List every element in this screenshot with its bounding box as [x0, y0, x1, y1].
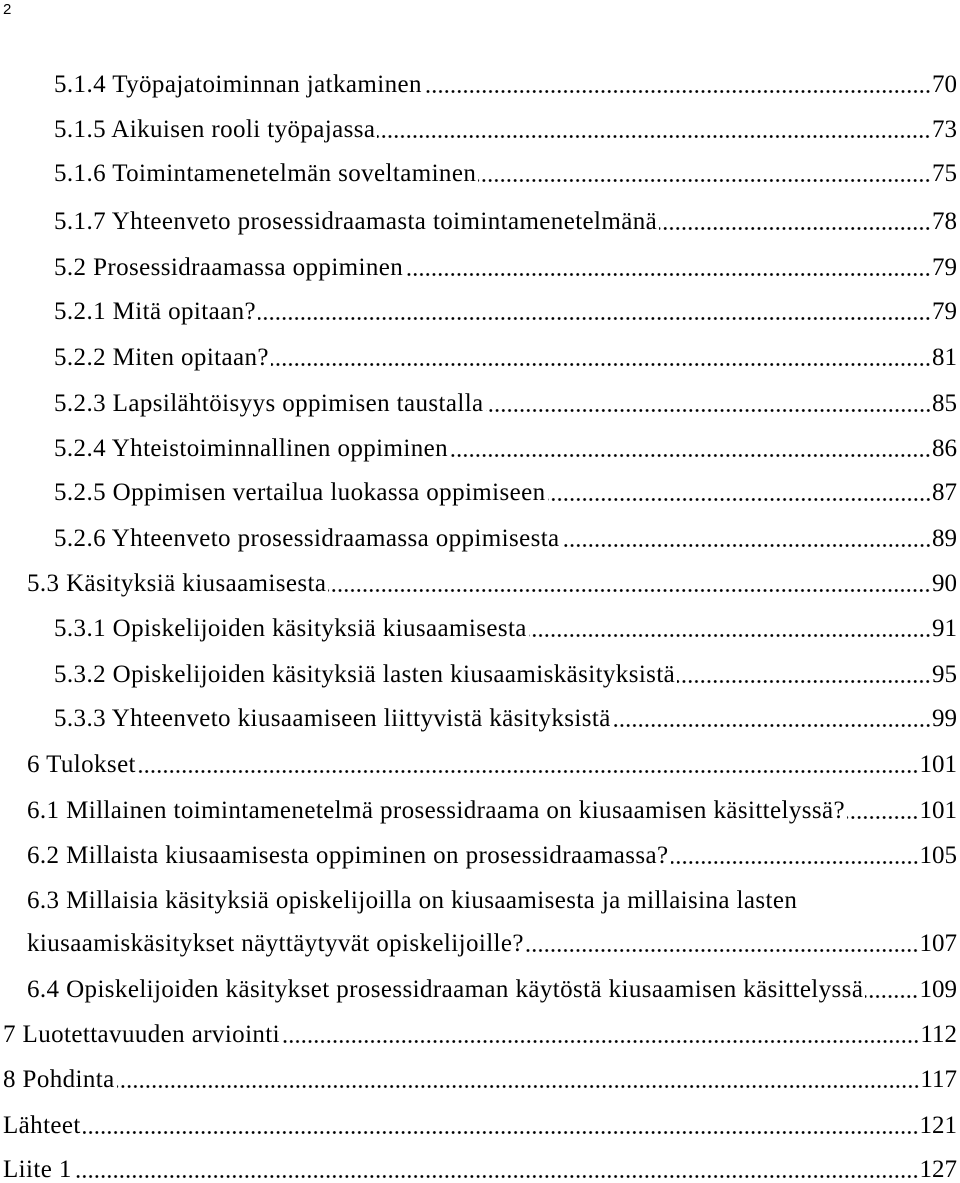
toc-entry-page: 90	[932, 570, 957, 597]
dot-leader	[83, 1131, 919, 1134]
toc-entry-page: 105	[919, 842, 957, 869]
toc-entry	[54, 300, 957, 324]
dot-leader	[529, 634, 931, 637]
dot-leader	[478, 179, 931, 182]
toc-entry	[3, 1023, 957, 1047]
toc-entry-title: 5.2.5 Oppimisen vertailua luokassa oppimiseen	[54, 479, 546, 506]
toc-entry-page: 79	[932, 298, 957, 325]
toc-entry-page: 127	[919, 1156, 957, 1183]
toc-entry	[27, 799, 957, 823]
dot-leader	[282, 1040, 919, 1043]
dot-leader	[677, 680, 931, 683]
dot-leader	[258, 317, 931, 320]
dot-leader	[486, 409, 931, 412]
toc-entry	[3, 1158, 957, 1182]
dot-leader	[562, 544, 931, 547]
toc-entry-title: 5.2.6 Yhteenveto prosessidraamassa oppimisesta	[54, 525, 560, 552]
toc-entry	[54, 162, 957, 186]
toc-entry	[54, 707, 957, 731]
toc-entry-page: 91	[932, 615, 957, 642]
toc-entry-title: 5.1.5 Aikuisen rooli työpajassa	[54, 116, 376, 143]
toc-entry-title: 7 Luotettavuuden arviointi	[3, 1021, 281, 1048]
toc-entry-title: 5.3.2 Opiskelijoiden käsityksiä lasten kiusaamiskäsityksistä	[54, 661, 676, 688]
toc-entry-title: kiusaamiskäsitykset näyttäytyvät opiskelijoille?	[27, 930, 524, 957]
toc-entry-title: 5.2.4 Yhteistoiminnallinen oppiminen	[54, 435, 448, 462]
toc-entry-title: 5.3 Käsityksiä kiusaamisesta	[27, 570, 327, 597]
toc-entry-title: 5.2.2 Miten opitaan?	[54, 344, 269, 371]
toc-entry-page: 78	[932, 208, 957, 235]
toc-entry	[54, 256, 957, 280]
toc-entry	[54, 617, 957, 641]
toc-entry-first-line	[27, 889, 957, 913]
toc-entry-page: 117	[920, 1066, 957, 1093]
toc-entry-page: 112	[920, 1021, 957, 1048]
toc-entry-page: 107	[919, 930, 957, 957]
page-number: 2	[3, 1, 12, 18]
toc-entry-title: 5.3.1 Opiskelijoiden käsityksiä kiusaamisesta	[54, 615, 527, 642]
toc-entry	[27, 753, 957, 777]
toc-entry-page: 87	[932, 479, 957, 506]
dot-leader	[671, 861, 919, 864]
toc-entry-title: Liite 1	[3, 1156, 72, 1183]
toc-entry-page: 79	[932, 254, 957, 281]
toc-entry	[54, 437, 957, 461]
toc-entry	[3, 1114, 957, 1138]
toc-entry-page: 81	[932, 344, 957, 371]
dot-leader	[526, 949, 919, 952]
dot-leader	[847, 816, 919, 819]
toc-entry	[27, 978, 957, 1002]
toc-entry	[54, 346, 957, 370]
toc-entry	[54, 210, 957, 234]
dot-leader	[138, 770, 919, 773]
toc-entry-page: 75	[932, 160, 957, 187]
toc-entry-page: 89	[932, 525, 957, 552]
dot-leader	[613, 724, 931, 727]
toc-entry-title: 5.3.3 Yhteenveto kiusaamiseen liittyvistä käsityksistä	[54, 705, 611, 732]
toc-entry	[54, 481, 957, 505]
toc-entry-title: 6.2 Millaista kiusaamisesta oppiminen on prosessidraamassa?	[27, 842, 669, 869]
dot-leader	[450, 454, 931, 457]
toc-entry-page: 86	[932, 435, 957, 462]
toc-entry	[54, 73, 957, 97]
dot-leader	[424, 90, 931, 93]
toc-entry-page: 99	[932, 705, 957, 732]
toc-entry-title: 6.3 Millaisia käsityksiä opiskelijoilla on kiusaamisesta ja millaisina lasten	[27, 887, 798, 914]
toc-entry-page: 73	[932, 116, 957, 143]
toc-entry	[27, 572, 957, 596]
toc-entry-page: 95	[932, 661, 957, 688]
toc-entry	[3, 1068, 957, 1092]
toc-entry-title: 5.2 Prosessidraamassa oppiminen	[54, 254, 404, 281]
toc-entry-title: 5.1.6 Toimintamenetelmän soveltaminen	[54, 160, 477, 187]
toc-entry	[54, 663, 957, 687]
toc-entry-title: 5.1.4 Työpajatoiminnan jatkaminen	[54, 71, 422, 98]
toc-entry-continuation	[27, 932, 957, 956]
toc-entry-title: 6.1 Millainen toimintamenetelmä prosessidraama on kiusaamisen käsittelyssä?	[27, 797, 845, 824]
toc-entry-page: 109	[919, 976, 957, 1003]
toc-entry-page: 101	[919, 751, 957, 778]
dot-leader	[328, 589, 931, 592]
dot-leader	[74, 1175, 919, 1178]
toc-entry-page: 101	[919, 797, 957, 824]
toc-entry	[54, 118, 957, 142]
dot-leader	[271, 363, 931, 366]
toc-entry	[54, 527, 957, 551]
toc-entry-title: 5.1.7 Yhteenveto prosessidraamasta toimintamenetelmänä	[54, 208, 658, 235]
dot-leader	[117, 1085, 920, 1088]
toc-entry-page: 85	[932, 390, 957, 417]
toc-entry-title: 8 Pohdinta	[3, 1066, 115, 1093]
toc-entry-title: Lähteet	[3, 1112, 81, 1139]
dot-leader	[405, 273, 931, 276]
toc-entry	[27, 844, 957, 868]
dot-leader	[548, 498, 931, 501]
toc-entry-page: 121	[919, 1112, 957, 1139]
dot-leader	[865, 995, 918, 998]
toc-entry-title: 5.2.3 Lapsilähtöisyys oppimisen taustalla	[54, 390, 484, 417]
dot-leader	[659, 227, 931, 230]
toc-entry-title: 5.2.1 Mitä opitaan?	[54, 298, 256, 325]
toc-entry	[54, 392, 957, 416]
toc-entry-title: 6 Tulokset	[27, 751, 136, 778]
dot-leader	[377, 135, 931, 138]
toc-entry-title: 6.4 Opiskelijoiden käsitykset prosessidraaman käytöstä kiusaamisen käsittelyssä	[27, 976, 864, 1003]
toc-entry-page: 70	[932, 71, 957, 98]
